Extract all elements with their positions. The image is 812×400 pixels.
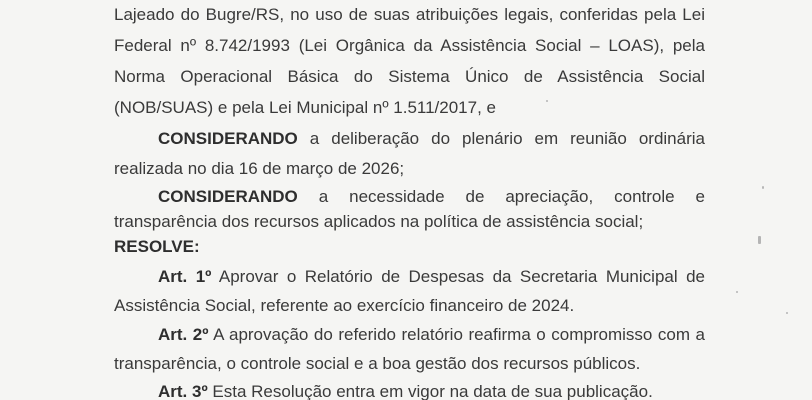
considerando-2-label: CONSIDERANDO (158, 187, 298, 206)
resolve-heading (114, 236, 200, 258)
scan-speck (736, 291, 738, 293)
scan-speck (546, 100, 548, 102)
art-2-line-2: transparência, o controle social e a boa gestão dos recursos públicos. (114, 354, 641, 373)
art-3-line-1 (158, 381, 653, 400)
scan-speck (758, 236, 761, 244)
considerando-2-text: a necessidade de apreciação, controle e (318, 187, 705, 206)
scan-speck (786, 312, 788, 314)
intro-line-2: Federal nº 8.742/1993 (Lei Orgânica da Assistência Social – LOAS), pela (114, 36, 705, 55)
considerando-2-line-2: transparência dos recursos aplicados na política de assistência social; (114, 212, 644, 231)
considerando-1-label: CONSIDERANDO (158, 129, 298, 148)
considerando-1-text: a deliberação do plenário em reunião ordinária (309, 129, 705, 148)
art-1-line-2: Assistência Social, referente ao exercício financeiro de 2024. (114, 296, 575, 315)
considerando-1-line-1 (158, 128, 705, 150)
considerando-1-line-2: realizada no dia 16 de março de 2026; (114, 159, 405, 178)
art-1-text: Aprovar o Relatório de Despesas da Secretaria Municipal de (218, 267, 705, 286)
art-2-label: Art. 2º (158, 325, 209, 344)
intro-line-1: Lajeado do Bugre/RS, no uso de suas atribuições legais, conferidas pela Lei (114, 5, 705, 24)
art-3-text: Esta Resolução entra em vigor na data de sua publicação. (212, 382, 653, 400)
intro-line-4: (NOB/SUAS) e pela Lei Municipal nº 1.511/2017, e (114, 98, 496, 117)
scan-speck (762, 186, 764, 189)
resolve-label: RESOLVE: (114, 237, 200, 256)
considerando-2-line-1 (158, 186, 705, 208)
art-3-label: Art. 3º (158, 382, 208, 400)
art-1-line-1 (158, 266, 705, 288)
art-2-line-1 (158, 324, 705, 346)
art-1-label: Art. 1º (158, 267, 212, 286)
intro-line-3: Norma Operacional Básica do Sistema Único de Assistência Social (114, 67, 705, 86)
art-2-text: A aprovação do referido relatório reafirma o compromisso com a (213, 325, 705, 344)
